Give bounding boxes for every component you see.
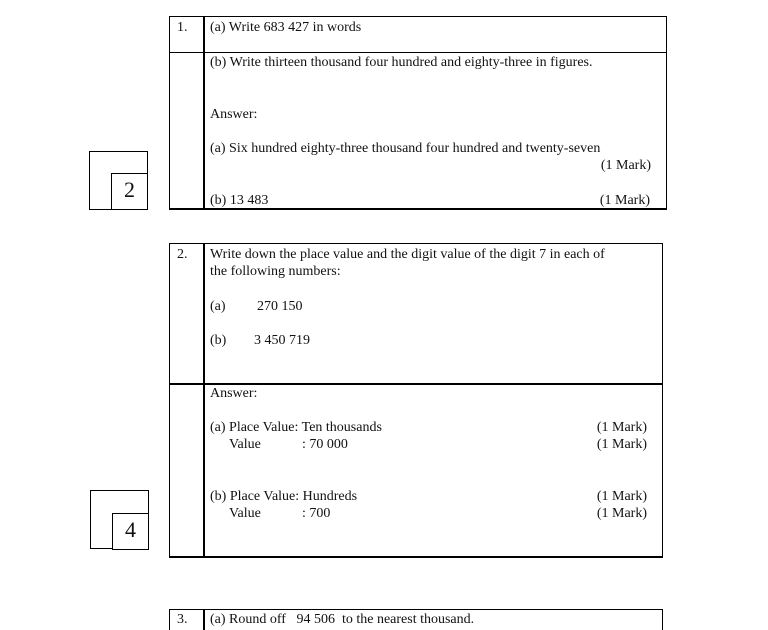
q2-answer-a-line1: (a) Place Value: Ten thousands: [210, 420, 382, 435]
q1-number: 1.: [177, 20, 188, 35]
q2-answer-b-line1-mark: (1 Mark): [596, 489, 647, 504]
q1-row-divider: [169, 52, 667, 53]
q3-column-divider: [203, 609, 205, 630]
q3-left-border: [169, 609, 170, 630]
q2-answer-b-line1: (b) Place Value: Hundreds: [210, 489, 358, 504]
q2-answer-a-line1-mark: (1 Mark): [596, 420, 647, 435]
q2-answer-b-line2-mark: (1 Mark): [596, 506, 647, 521]
q2-item-b-label: (b): [210, 333, 227, 348]
q1-part-b: (b) Write thirteen thousand four hundred and eighty-three in figures.: [210, 55, 593, 70]
q2-column-divider: [203, 243, 205, 558]
q1-part-a: (a) Write 683 427 in words: [210, 20, 362, 35]
q1-left-border: [169, 16, 170, 210]
q1-column-divider: [203, 16, 205, 210]
q1-top-border: [169, 16, 667, 17]
q2-question-line2: the following numbers:: [210, 264, 341, 279]
q2-answer-a-line2-value: : 70 000: [302, 437, 348, 452]
q3-right-border: [662, 609, 663, 630]
q2-question-line1: Write down the place value and the digit value of the digit 7 in each of: [210, 247, 605, 262]
q2-left-border: [169, 243, 170, 558]
q2-item-a-value: 270 150: [257, 299, 303, 314]
q2-item-b-value: 3 450 719: [254, 333, 310, 348]
q3-number: 3.: [177, 612, 188, 627]
q2-right-border: [662, 243, 663, 558]
q2-number: 2.: [177, 247, 188, 262]
q1-answer-a: (a) Six hundred eighty-three thousand four hundred and twenty-seven: [210, 141, 601, 156]
q2-answer-label: Answer:: [210, 386, 258, 401]
q2-top-border: [169, 243, 663, 244]
q2-answer-b-line2-value: : 700: [302, 506, 331, 521]
q2-answer-b-line2-label: Value: [229, 506, 261, 521]
q2-item-a-label: (a): [210, 299, 226, 314]
q2-total-marks: 4: [112, 513, 149, 550]
q3-top-border: [169, 609, 663, 610]
q2-answer-a-line2-mark: (1 Mark): [596, 437, 647, 452]
q1-answer-a-mark: (1 Mark): [600, 158, 651, 173]
q3-part-a: (a) Round off 94 506 to the nearest thousand.: [210, 612, 475, 627]
q1-right-border: [666, 16, 667, 210]
q1-total-marks: 2: [111, 173, 148, 210]
q1-answer-label: Answer:: [210, 107, 258, 122]
q2-bottom-border: [169, 556, 663, 558]
q2-answer-a-line2-label: Value: [229, 437, 261, 452]
q1-answer-b-mark: (1 Mark): [599, 193, 650, 208]
q1-answer-b: (b) 13 483: [210, 193, 269, 208]
